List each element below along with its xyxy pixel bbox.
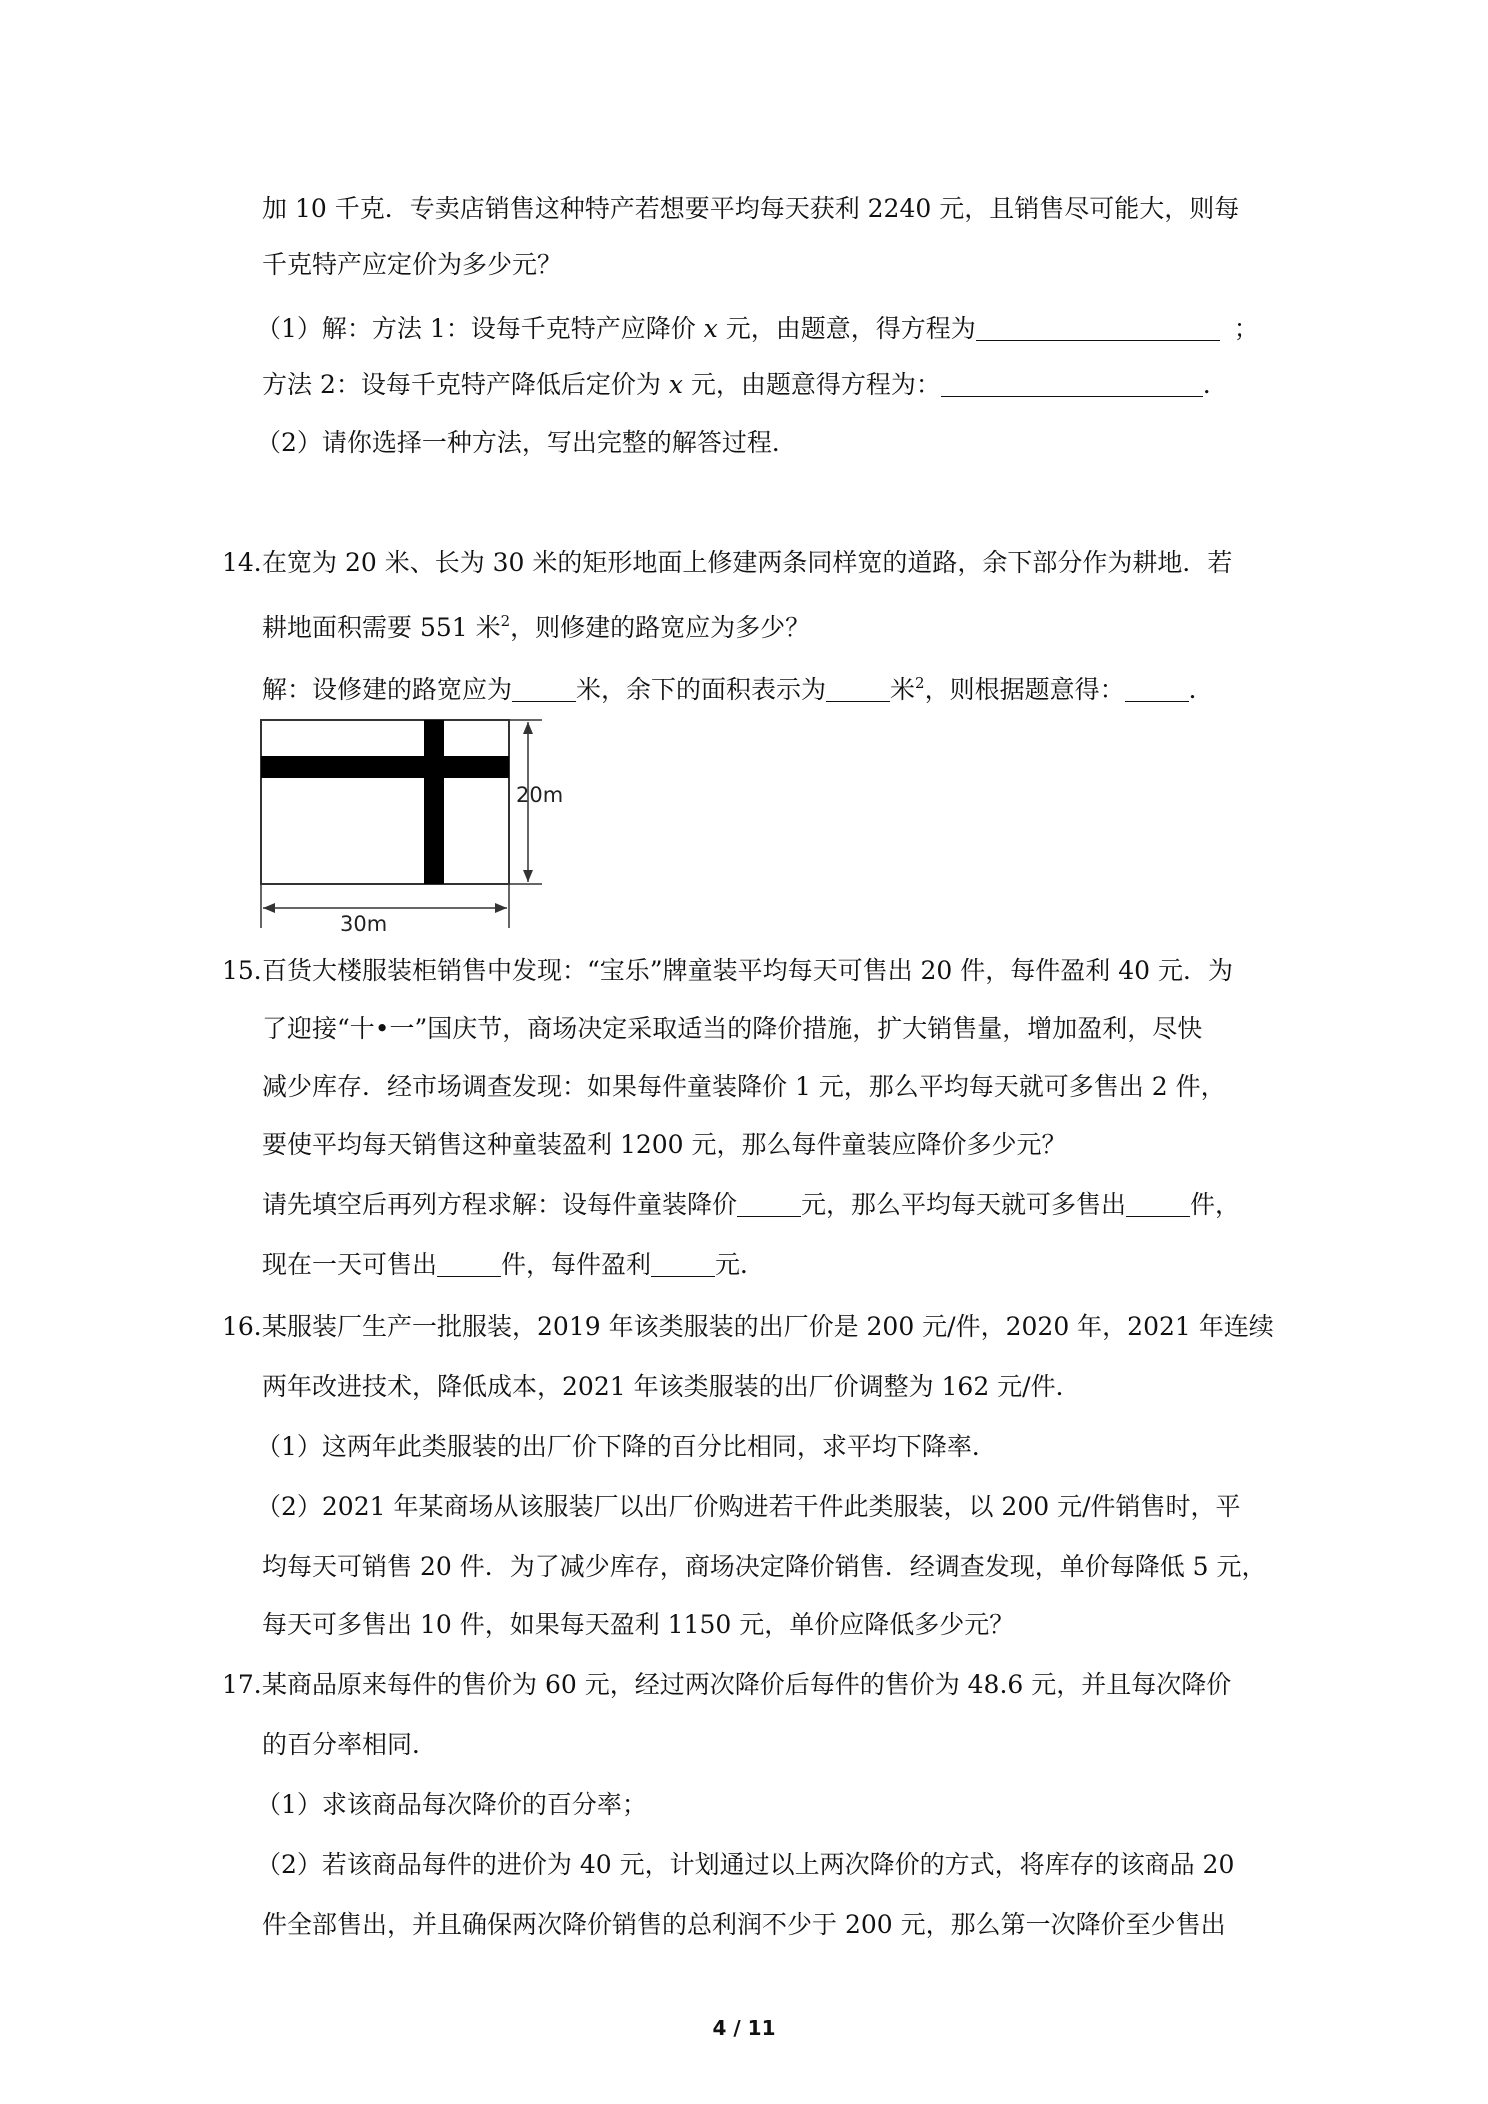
- q15-fill-2: [262, 1248, 765, 1282]
- dim-left-arrow: [263, 903, 275, 913]
- q15-fill-b: 元，那么平均每天就可多售出: [801, 1190, 1127, 1219]
- dim-up-arrow: [523, 722, 533, 734]
- q16-number: 16．: [222, 1312, 279, 1341]
- q14-line-2-pre: 耕地面积需要 551 米: [262, 613, 501, 642]
- q13-line-2: 千克特产应定价为多少元？: [262, 250, 563, 279]
- q14-sup: 2: [500, 612, 511, 630]
- q15-fill2-b: 件，每件盈利: [501, 1250, 652, 1279]
- q15-blank-daily-sold[interactable]: [437, 1252, 501, 1277]
- q14-sol-b: 米，余下的面积表示为: [576, 675, 827, 704]
- q15-line-1: 百货大楼服装柜销售中发现：“宝乐”牌童装平均每天可售出 20 件，每件盈利 40 元．为: [262, 956, 1233, 985]
- q13-m1-var: x: [703, 314, 718, 343]
- q15-line-3: 减少库存．经市场调查发现：如果每件童装降价 1 元，那么平均每天就可多售出 2 件，: [262, 1072, 1226, 1101]
- q14-blank-width[interactable]: [512, 677, 576, 702]
- q15-fill-1: [262, 1188, 1240, 1222]
- q13-m1-pre: （1）解：方法 1：设每千克特产应降价: [256, 314, 704, 343]
- q13-part-2: （2）请你选择一种方法，写出完整的解答过程．: [256, 428, 797, 457]
- q15-fill-c: 件，: [1190, 1190, 1241, 1219]
- q14-sol-end: ．: [1188, 675, 1214, 704]
- q14-sol-sup: 2: [915, 674, 925, 692]
- q13-m2-blank[interactable]: [941, 372, 1203, 397]
- q13-m2-var: x: [668, 370, 683, 399]
- q15-fill2-a: 现在一天可售出: [262, 1250, 438, 1279]
- q14-line-1: 在宽为 20 米、长为 30 米的矩形地面上修建两条同样宽的道路，余下部分作为耕地．若: [262, 548, 1233, 577]
- q13-method-1: [256, 312, 1259, 346]
- q13-m2-end: ．: [1202, 370, 1228, 399]
- q13-method-2: [262, 368, 1228, 402]
- q15-blank-extra-sold[interactable]: [1126, 1192, 1190, 1217]
- q15-number: 15．: [222, 956, 279, 985]
- dim-down-arrow: [523, 870, 533, 882]
- q14-line-2-post: ，则修建的路宽应为多少？: [510, 613, 811, 642]
- q13-m2-pre: 方法 2：设每千克特产降低后定价为: [262, 370, 669, 399]
- q16-line-1: 某服装厂生产一批服装，2019 年该类服装的出厂价是 200 元/件，2020 年，2021 年连续: [262, 1312, 1274, 1341]
- width-label: 20m: [516, 783, 564, 807]
- horizontal-road: [261, 756, 509, 778]
- q16-part-1: （1）这两年此类服装的出厂价下降的百分比相同，求平均下降率．: [256, 1432, 997, 1461]
- q13-m1-end: ；: [1233, 314, 1259, 343]
- q14-blank-equation[interactable]: [1125, 677, 1189, 702]
- page-number: 4 / 11: [712, 2016, 776, 2040]
- q15-line-4: 要使平均每天销售这种童装盈利 1200 元，那么每件童装应降价多少元？: [262, 1130, 1067, 1159]
- q15-blank-profit[interactable]: [651, 1252, 715, 1277]
- q14-field-figure: [258, 716, 578, 936]
- q17-number: 17．: [222, 1670, 279, 1699]
- q13-m1-post: 元，由题意，得方程为: [717, 314, 976, 343]
- q16-line-2: 两年改进技术，降低成本，2021 年该类服装的出厂价调整为 162 元/件．: [262, 1372, 1081, 1401]
- q16-part-2-line-1: （2）2021 年某商场从该服装厂以出厂价购进若干件此类服装，以 200 元/件销售时，平: [256, 1492, 1241, 1521]
- q17-part-1: （1）求该商品每次降价的百分率；: [256, 1790, 647, 1819]
- q14-solution: [262, 666, 1214, 707]
- q17-part-2-line-1: （2）若该商品每件的进价为 40 元，计划通过以上两次降价的方式，将库存的该商品 20: [256, 1850, 1235, 1879]
- vertical-road: [424, 720, 444, 884]
- q16-part-2-line-2: 均每天可销售 20 件．为了减少库存，商场决定降价销售．经调查发现，单价每降低 5 元，: [262, 1552, 1267, 1581]
- q17-line-2: 的百分率相同．: [262, 1730, 438, 1759]
- q14-number: 14．: [222, 548, 279, 577]
- dim-right-arrow: [495, 903, 507, 913]
- field-rectangle: [261, 720, 509, 884]
- q14-blank-area[interactable]: [826, 677, 890, 702]
- q13-m2-post: 元，由题意得方程为：: [682, 370, 941, 399]
- q15-fill2-c: 元．: [715, 1250, 766, 1279]
- q14-sol-a: 解：设修建的路宽应为: [262, 675, 513, 704]
- q14-sol-c: 米: [890, 675, 916, 704]
- q17-line-1: 某商品原来每件的售价为 60 元，经过两次降价后每件的售价为 48.6 元，并且每次降价: [262, 1670, 1232, 1699]
- q13-line-1: 加 10 千克．专卖店销售这种特产若想要平均每天获利 2240 元，且销售尽可能大，则每: [262, 194, 1240, 223]
- q14-sol-d: ，则根据题意得：: [924, 675, 1125, 704]
- q17-part-2-line-2: 件全部售出，并且确保两次降价销售的总利润不少于 200 元，那么第一次降价至少售出: [262, 1910, 1226, 1939]
- q13-m1-blank[interactable]: [976, 316, 1220, 341]
- q14-line-2: [262, 604, 810, 645]
- q15-line-2: 了迎接“十•一”国庆节，商场决定采取适当的降价措施，扩大销售量，增加盈利，尽快: [262, 1014, 1203, 1043]
- q15-blank-price-cut[interactable]: [737, 1192, 801, 1217]
- q16-part-2-line-3: 每天可多售出 10 件，如果每天盈利 1150 元，单价应降低多少元？: [262, 1610, 1015, 1639]
- q15-fill-a: 请先填空后再列方程求解：设每件童装降价: [262, 1190, 738, 1219]
- length-label: 30m: [340, 912, 388, 936]
